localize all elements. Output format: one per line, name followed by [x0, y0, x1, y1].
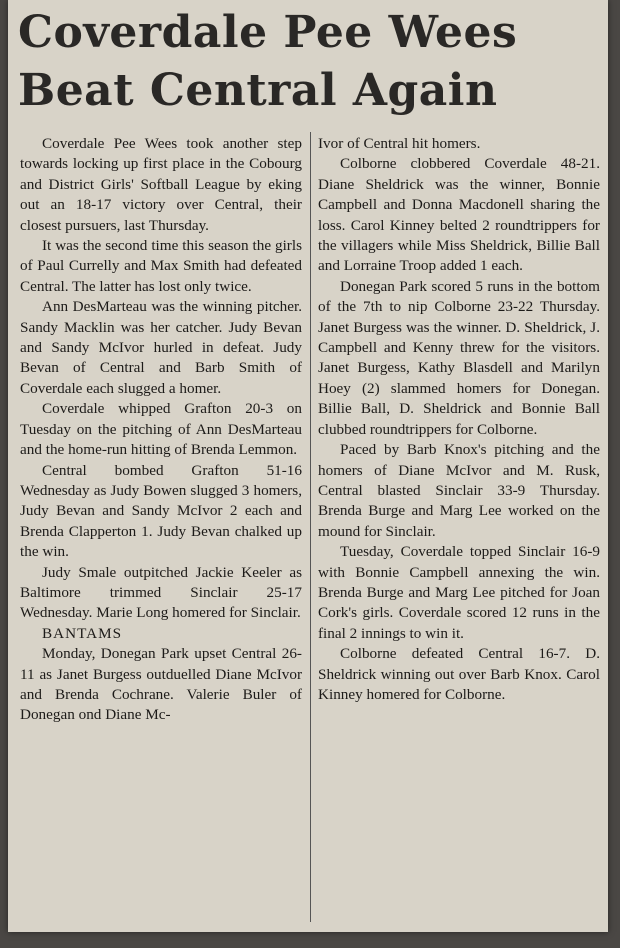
article-paragraph: Ann DesMarteau was the winning pitcher. Sandy Macklin was her catcher. Judy Bevan and Sandy McIvor hurled in defeat. Judy Bevan of Central and Barb Smith of Coverdale each slugged a homer. [20, 298, 302, 397]
article-paragraph: Donegan Park scored 5 runs in the bottom of the 7th to nip Colborne 23-22 Thursday. Janet Burgess was the winner. D. Sheldrick, J. Campbell and Kenny threw for the visitors. Janet Burgess, Kathy Blasdell and Marilyn Hoey (2) slammed homers for Donegan. Billie Ball, D. Sheldrick and Bonnie Ball clubbed roundtrippers for Colborne. [318, 277, 600, 438]
article-continuation: Ivor of Central hit homers. [318, 135, 481, 152]
newspaper-clipping [8, 0, 608, 932]
article-paragraph: Coverdale Pee Wees took another step towards locking up first place in the Cobourg and District Girls' Softball League by eking out an 18-17 victory over Central, their closest pursuers, last Thursday. [20, 135, 302, 234]
article-paragraph: Tuesday, Coverdale topped Sinclair 16-9 with Bonnie Campbell annexing the win. Brenda Burge and Marg Lee pitched for Joan Cork's girls. Coverdale scored 12 runs in the final 2 innings to win it. [318, 543, 600, 642]
article-paragraph: Monday, Donegan Park upset Central 26-11 as Janet Burgess outduelled Diane McIvor and Brenda Cochrane. Valerie Buler of Donegan ond Diane Mc- [20, 645, 302, 724]
section-subhead: BANTAMS [42, 624, 123, 642]
article-paragraph: It was the second time this season the girls of Paul Currelly and Max Smith had defeated Central. The latter has lost only twice. [20, 237, 302, 295]
headline-line-2: Beat Central Again [18, 65, 498, 116]
article-paragraph: Judy Smale outpitched Jackie Keeler as Baltimore trimmed Sinclair 25-17 Wednesday. Marie Long homered for Sinclair. [20, 563, 302, 622]
article-paragraph: Central bombed Grafton 51-16 Wednesday as Judy Bowen slugged 3 homers, Judy Bevan and Sandy McIvor 2 each and Brenda Clapperton 1. Judy Bevan chalked up the win. [20, 461, 302, 561]
article-paragraph: Coverdale whipped Grafton 20-3 on Tuesday on the pitching of Ann DesMarteau and the home-run hitting of Brenda Lemmon. [20, 400, 302, 459]
article-paragraph: Colborne defeated Central 16-7. D. Sheldrick winning out over Barb Knox. Carol Kinney homered for Colborne. [318, 645, 600, 703]
right-column [318, 134, 600, 705]
left-column [20, 134, 302, 726]
article-paragraph: Paced by Barb Knox's pitching and the homers of Diane McIvor and M. Rusk, Central blasted Sinclair 33-9 Thursday. Brenda Burge and Marg Lee worked on the mound for Sinclair. [318, 441, 600, 540]
headline [18, 4, 608, 120]
article-paragraph: Colborne clobbered Coverdale 48-21. Diane Sheldrick was the winner, Bonnie Campbell and Donna Macdonell sharing the loss. Carol Kinney belted 2 roundtrippers for the villagers while Miss Sheldrick, Billie Ball and Lorraine Troop added 1 each. [318, 155, 600, 275]
headline-line-1: Coverdale Pee Wees [18, 7, 518, 58]
column-rule [310, 132, 311, 922]
